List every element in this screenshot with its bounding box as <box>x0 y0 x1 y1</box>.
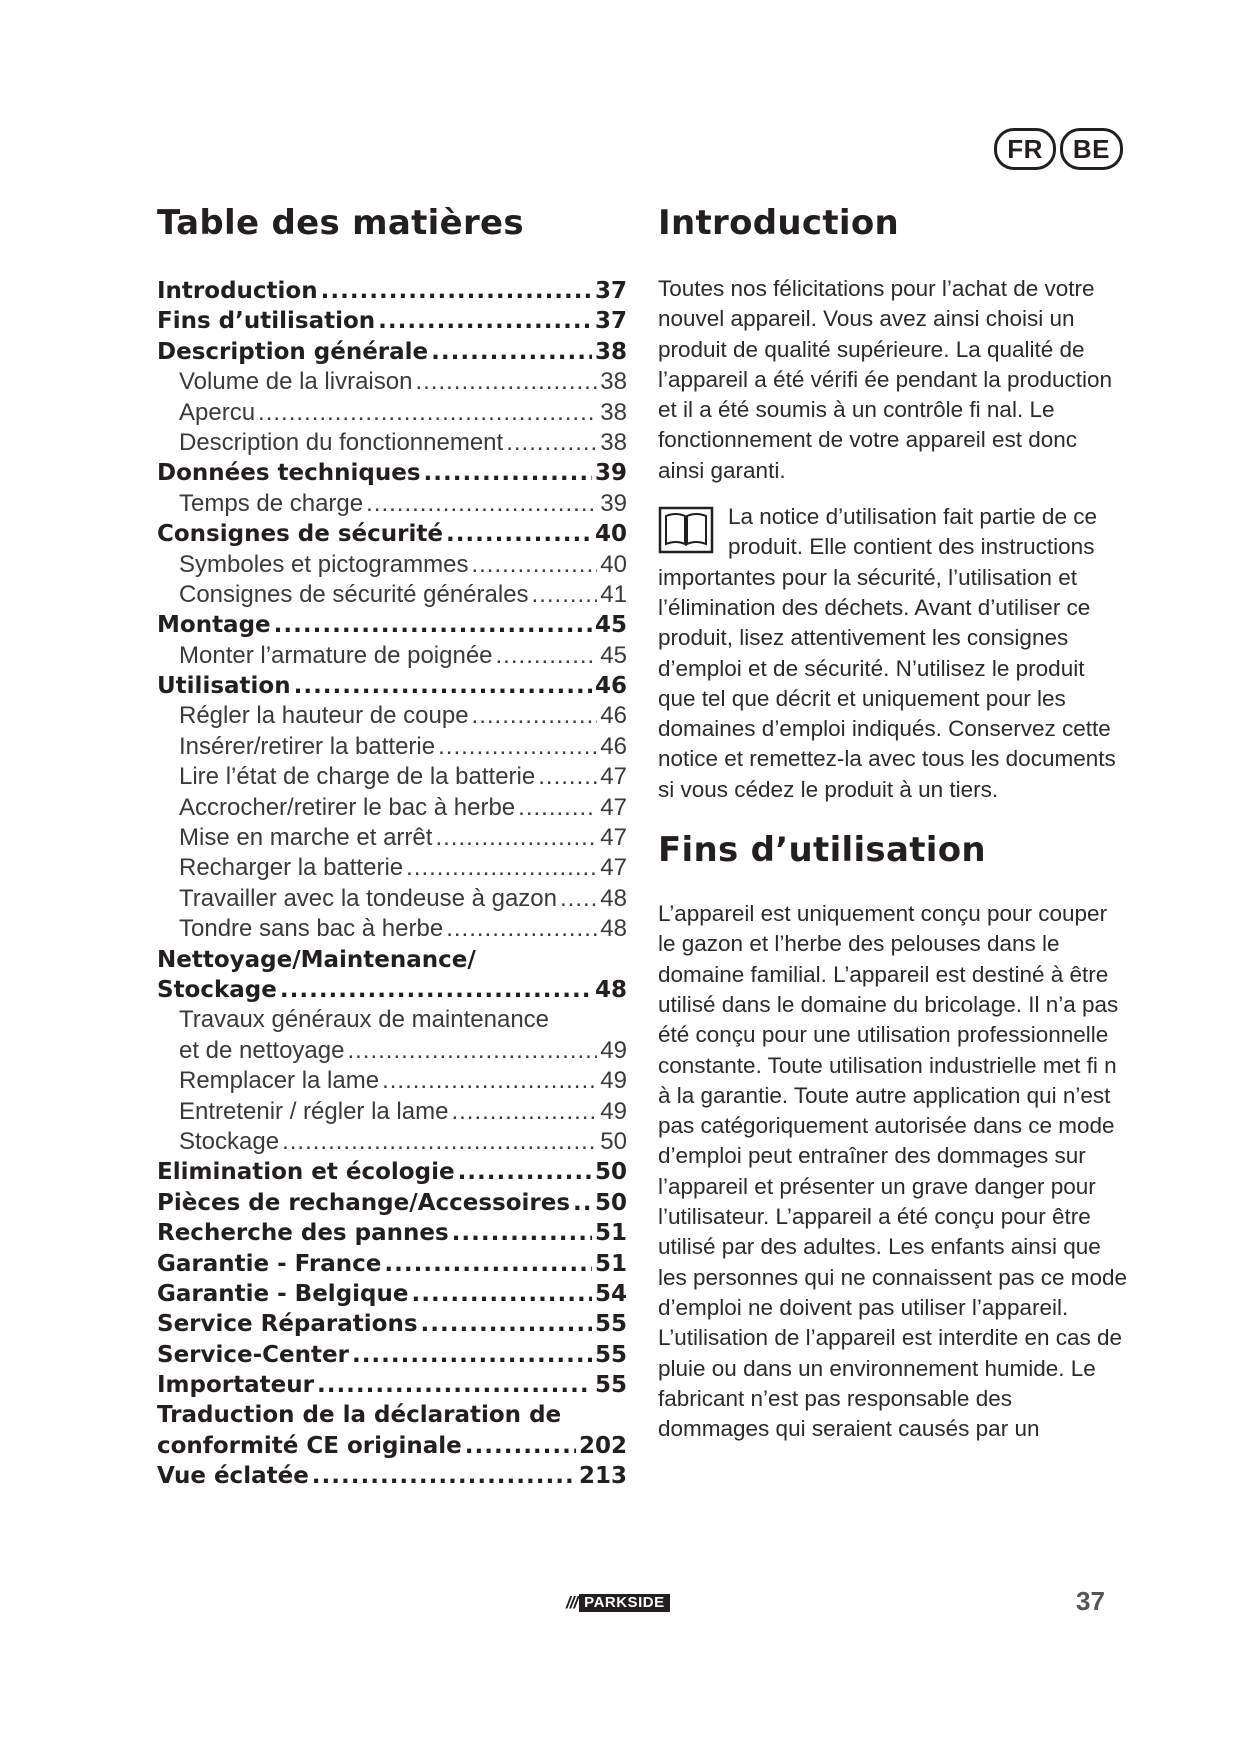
toc-entry <box>157 1127 627 1157</box>
toc-entry-label: Introduction <box>157 278 318 304</box>
toc-entry <box>157 641 627 671</box>
toc-entry <box>157 1431 627 1461</box>
language-badge-be: BE <box>1060 128 1123 170</box>
toc-entry-leader <box>366 489 597 519</box>
toc-entry-page: 37 <box>594 278 627 304</box>
toc-entry-page: 49 <box>600 1067 627 1095</box>
toc-entry-label: Stockage <box>157 976 277 1003</box>
toc-entry-page: 48 <box>594 976 627 1003</box>
toc-entry-leader <box>258 398 597 428</box>
toc-entry-label: Garantie - France <box>157 1250 382 1277</box>
toc-entry <box>157 1279 627 1309</box>
toc-entry-leader <box>411 1279 592 1309</box>
toc-entry <box>157 1340 627 1370</box>
toc-entry <box>157 519 627 549</box>
toc-entry <box>157 398 627 428</box>
toc-entry-leader <box>424 458 592 488</box>
toc-entry-page: 45 <box>600 641 627 669</box>
toc-entry-leader <box>382 1066 597 1096</box>
toc-entry-page: 39 <box>600 489 627 517</box>
toc-entry <box>157 975 627 1005</box>
toc-entry-page: 46 <box>600 732 627 760</box>
toc-entry <box>157 337 627 367</box>
toc-entry <box>157 732 627 762</box>
toc-entry-label: conformité CE originale <box>157 1432 462 1459</box>
toc-entry-label: Mise en marche et arrêt <box>179 824 433 852</box>
toc-entry-page: 49 <box>600 1097 627 1125</box>
toc-entry-page: 50 <box>600 1127 627 1155</box>
toc-entry-leader <box>274 610 592 640</box>
toc-entry-leader <box>321 276 592 306</box>
toc-entry-label: Données techniques <box>157 460 421 487</box>
toc-entry <box>157 793 627 823</box>
toc-entry-leader <box>317 1370 592 1400</box>
toc-entry-page: 49 <box>600 1036 627 1064</box>
toc-entry-label: Monter l’armature de poignée <box>179 641 493 669</box>
toc-entry-leader <box>506 428 597 458</box>
toc-entry-label: Régler la hauteur de coupe <box>179 702 469 730</box>
toc-entry-label: Utilisation <box>157 673 291 700</box>
toc-entry-label: Recharger la batterie <box>179 854 404 882</box>
toc-entry <box>157 853 627 883</box>
toc-entry-page: 202 <box>578 1432 627 1459</box>
toc-entry-leader <box>280 975 592 1005</box>
toc-entry <box>157 701 627 731</box>
toc-entry-label: Entretenir / régler la lame <box>179 1097 449 1125</box>
language-badge-fr: FR <box>994 128 1056 170</box>
toc-entry-leader <box>435 823 597 853</box>
toc-entry-label: Travaux généraux de maintenance <box>179 1006 550 1034</box>
toc-entry-leader <box>496 641 598 671</box>
language-badges <box>994 128 1123 170</box>
toc-entry-leader <box>294 671 592 701</box>
toc-entry <box>157 1218 627 1248</box>
toc-entry-leader <box>384 1249 592 1279</box>
toc-entry <box>157 550 627 580</box>
toc-entry-page: 46 <box>594 673 627 700</box>
toc-entry-page: 55 <box>594 1341 627 1368</box>
toc-entry-page: 46 <box>600 702 627 730</box>
toc-entry-leader <box>347 1036 597 1066</box>
toc-entry-page: 41 <box>600 580 627 608</box>
toc-entry <box>157 458 627 488</box>
toc-entry-leader <box>532 580 598 610</box>
toc-entry <box>157 306 627 336</box>
toc-entry-leader <box>471 550 597 580</box>
toc-entry-leader <box>446 914 597 944</box>
toc-entry-page: 38 <box>600 428 627 456</box>
toc-entry-leader <box>415 367 597 397</box>
toc-entry-label: Consignes de sécurité générales <box>179 580 529 608</box>
toc-entry <box>157 671 627 701</box>
toc-entry-leader <box>438 732 597 762</box>
toc-entry <box>157 1005 627 1035</box>
toc-entry-leader <box>352 1340 592 1370</box>
toc-entry <box>157 1370 627 1400</box>
toc-entry <box>157 1066 627 1096</box>
toc-entry-leader <box>458 1157 592 1187</box>
toc-entry-leader <box>465 1431 576 1461</box>
logo-text: PARKSIDE <box>579 1594 669 1612</box>
toc-entry-label: Nettoyage/Maintenance/ <box>157 946 476 973</box>
toc-entry <box>157 945 627 975</box>
toc-entry <box>157 823 627 853</box>
toc-entry-label: Service-Center <box>157 1341 349 1368</box>
toc-entry-page: 54 <box>594 1280 627 1307</box>
introduction-heading: Introduction <box>658 203 900 243</box>
toc-entry-page: 38 <box>600 368 627 396</box>
toc-entry-leader <box>312 1461 576 1491</box>
toc-entry-label: Fins d’utilisation <box>157 308 376 335</box>
toc-entry <box>157 884 627 914</box>
content-column <box>658 200 1128 1444</box>
toc-column <box>157 200 627 1492</box>
toc-entry <box>157 610 627 640</box>
toc-entry-label: Temps de charge <box>179 489 364 517</box>
toc-entry-leader <box>282 1127 597 1157</box>
toc-entry-leader <box>472 701 598 731</box>
toc-entry-page: 38 <box>594 338 627 365</box>
toc-entry-label: Lire l’état de charge de la batterie <box>179 763 536 791</box>
toc-entry-label: Garantie - Belgique <box>157 1280 409 1307</box>
toc-entry <box>157 367 627 397</box>
toc-entry-page: 37 <box>594 308 627 335</box>
page-number: 37 <box>1076 1586 1105 1616</box>
book-icon <box>658 506 714 554</box>
toc-entry-leader <box>560 884 597 914</box>
toc-entry-label: Insérer/retirer la batterie <box>179 732 436 760</box>
toc-entry-label: Accrocher/retirer le bac à herbe <box>179 793 516 821</box>
toc-entry-page: 213 <box>578 1463 627 1490</box>
fins-heading: Fins d’utilisation <box>658 830 986 871</box>
toc-entry-label: Stockage <box>179 1127 280 1155</box>
toc-entry-leader <box>518 793 597 823</box>
toc-entry <box>157 276 627 306</box>
toc-entry-page: 45 <box>594 612 627 639</box>
toc-entry-page: 55 <box>594 1311 627 1338</box>
toc-entry-label: Pièces de rechange/Accessoires <box>157 1189 571 1216</box>
toc-entry-page: 47 <box>600 763 627 791</box>
toc-entry-leader <box>378 306 592 336</box>
toc-entry-page: 38 <box>600 398 627 426</box>
toc-entry <box>157 428 627 458</box>
toc-entry-leader <box>406 853 597 883</box>
toc-entry-leader <box>431 337 592 367</box>
toc-entry-label: Travailler avec la tondeuse à gazon <box>179 884 557 912</box>
toc-entry-label: Vue éclatée <box>157 1463 309 1490</box>
toc-entry <box>157 1400 627 1430</box>
toc-entry-page: 51 <box>594 1250 627 1277</box>
toc-entry-page: 51 <box>594 1220 627 1247</box>
toc-entry-page: 50 <box>594 1159 627 1186</box>
toc-entry-leader <box>421 1309 592 1339</box>
toc-entry-page: 48 <box>600 884 627 912</box>
toc-entry-page: 50 <box>594 1189 627 1216</box>
toc-entry-label: Elimination et écologie <box>157 1159 455 1186</box>
toc-entry <box>157 1249 627 1279</box>
toc-entry-page: 40 <box>594 521 627 548</box>
toc-entry-page: 55 <box>594 1372 627 1399</box>
introduction-paragraph: Toutes nos félicitations pour l’achat de votre nouvel appareil. Vous avez ainsi choisi un produit de qualité supérieure. La qualité de l’appareil a été vérifi ée pendant la production et il a été soumis à un contrôle fi nal. Le fonctionnement de votre appareil est donc ainsi garanti. <box>658 276 1113 483</box>
toc-entry-label: Traduction de la déclaration de <box>157 1402 562 1429</box>
toc-entry-page: 40 <box>600 550 627 578</box>
toc-entry-label: Importateur <box>157 1372 314 1399</box>
toc-entry-label: Volume de la livraison <box>179 368 413 396</box>
toc-entry <box>157 1157 627 1187</box>
toc-entry-label: Tondre sans bac à herbe <box>179 915 444 943</box>
toc-entry-label: Description du fonctionnement <box>179 428 504 456</box>
toc-entry <box>157 1309 627 1339</box>
toc-entry-leader <box>538 762 597 792</box>
notice-block <box>658 502 1128 805</box>
notice-text: La notice d’utilisation fait partie de ce produit. Elle contient des instructions importantes pour la sécurité, l’utilisation et l’élimination des déchets. Avant d’utiliser ce produit, lisez attentivement les consignes d’emploi et de sécurité. N’utilisez le produit que tel que décrit et uniquement pour les domaines d’emploi indiqués. Conservez cette notice et remettez-la avec tous les documents si vous cédez le produit à un tiers. <box>658 504 1116 802</box>
toc-entry-leader <box>446 519 592 549</box>
toc-entry <box>157 580 627 610</box>
toc-entry-label: et de nettoyage <box>179 1036 345 1064</box>
toc-entry <box>157 1036 627 1066</box>
toc-list <box>157 276 627 1492</box>
toc-entry-label: Service Réparations <box>157 1311 418 1338</box>
toc-entry-leader <box>452 1218 592 1248</box>
toc-entry-page: 47 <box>600 793 627 821</box>
toc-entry-page: 39 <box>594 460 627 487</box>
toc-entry-label: Recherche des pannes <box>157 1220 449 1247</box>
toc-entry-label: Remplacer la lame <box>179 1067 380 1095</box>
toc-entry-leader <box>451 1097 597 1127</box>
toc-entry-label: Montage <box>157 612 271 639</box>
toc-title: Table des matières <box>157 203 524 243</box>
toc-entry <box>157 914 627 944</box>
toc-entry-page: 47 <box>600 824 627 852</box>
toc-entry-label: Consignes de sécurité <box>157 521 443 548</box>
toc-entry-page: 47 <box>600 854 627 882</box>
toc-entry-leader <box>573 1188 592 1218</box>
toc-entry <box>157 1461 627 1491</box>
toc-entry-label: Description générale <box>157 338 429 365</box>
toc-entry <box>157 1097 627 1127</box>
toc-entry-label: Apercu <box>179 398 256 426</box>
toc-entry <box>157 762 627 792</box>
toc-entry <box>157 489 627 519</box>
parkside-logo <box>566 1593 670 1613</box>
fins-paragraph: L’appareil est uniquement conçu pour couper le gazon et l’herbe des pelouses dans le domaine familial. L’appareil est destiné à être utilisé dans le domaine du bricolage. Il n’a pas été conçu pour une utilisation professionnelle constante. Toute utilisation industrielle met fi n à la garantie. Toute autre application qui n’est pas catégoriquement autorisée dans ce mode d’emploi peut entraîner des dommages sur l’appareil et présenter un grave danger pour l’utilisateur. L’appareil a été conçu pour être utilisé par des adultes. Les enfants ainsi que les personnes qui ne connaissent pas ce mode d’emploi ne doivent pas utiliser l’appareil. L’utilisation de l’appareil est interdite en cas de pluie ou dans un environnement humide. Le fabricant n’est pas responsable des dommages qui seraient causés par un <box>658 901 1128 1442</box>
logo-stripes-icon: /// <box>566 1593 578 1612</box>
toc-entry <box>157 1188 627 1218</box>
toc-entry-page: 48 <box>600 915 627 943</box>
toc-entry-label: Symboles et pictogrammes <box>179 550 469 578</box>
